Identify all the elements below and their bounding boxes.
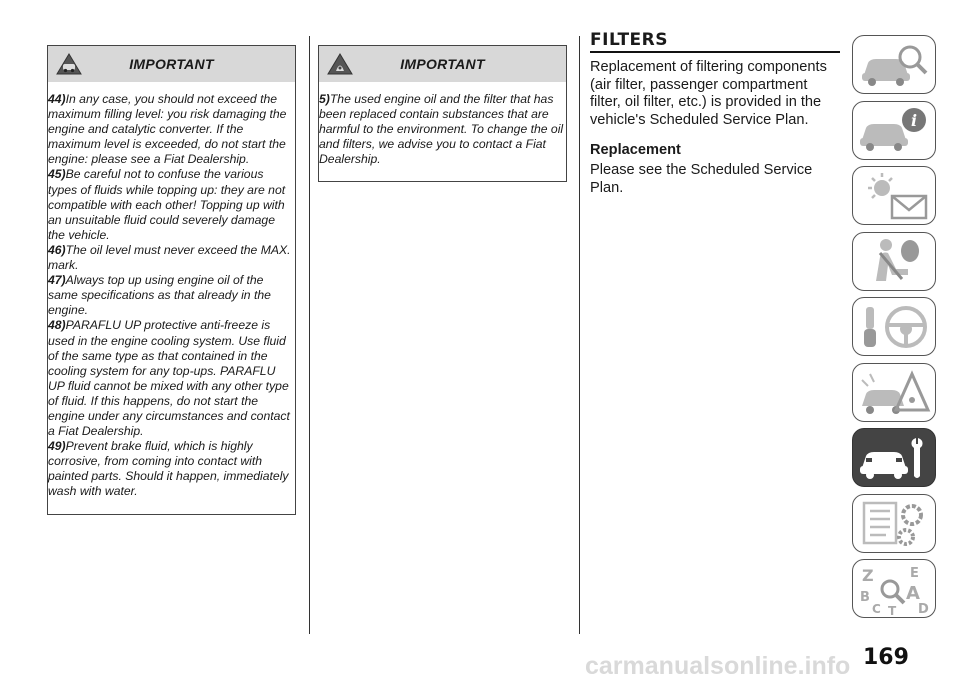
item-text: Be careful not to confuse the various types of fluids while topping up: they are not compatible with each other! Topping up with an unsuitable fluid could severely damage the vehicle.	[48, 167, 286, 242]
tab-safety[interactable]	[852, 232, 936, 291]
svg-text:D: D	[918, 601, 929, 615]
svg-text:E: E	[910, 565, 919, 581]
warning-triangle-icon	[56, 52, 82, 76]
filters-section	[590, 30, 840, 197]
car-search-icon	[856, 39, 932, 91]
item-text: Prevent brake fluid, which is highly corrosive, from coming into contact with painted parts. Should it happen, immediately wash with water.	[48, 439, 289, 499]
item-number: 47)	[48, 273, 66, 288]
tab-index[interactable]	[852, 559, 936, 618]
tab-servicing[interactable]	[852, 428, 936, 487]
important-item	[48, 439, 295, 499]
item-number: 45)	[48, 167, 66, 182]
breakdown-icon	[856, 366, 932, 418]
chapter-tabs	[852, 35, 936, 625]
item-number: 5)	[319, 92, 330, 106]
item-number: 49)	[48, 439, 66, 454]
item-number: 44)	[48, 92, 66, 106]
section-title: FILTERS	[590, 30, 840, 53]
tab-warning-lights[interactable]	[852, 166, 936, 225]
important-item	[48, 273, 295, 318]
svg-text:i: i	[910, 111, 918, 130]
replacement-text: Please see the Scheduled Service Plan.	[590, 162, 813, 196]
page-number: 169	[863, 645, 909, 670]
important-item	[48, 92, 295, 167]
svg-text:B: B	[860, 589, 870, 605]
tab-car-info[interactable]	[852, 101, 936, 160]
tab-emergency[interactable]	[852, 363, 936, 422]
important-title: IMPORTANT	[129, 56, 214, 72]
svg-text:Z: Z	[862, 565, 874, 585]
item-number: 48)	[48, 318, 66, 333]
column-divider-left	[309, 36, 310, 634]
item-text: The used engine oil and the filter that has been replaced contain substances that are harmful to the environment. To change the oil and filters, we advise you to contact a Fiat Dealership.	[319, 92, 564, 167]
important-item	[319, 92, 566, 167]
tab-starting-driving[interactable]	[852, 297, 936, 356]
airbag-seat-icon	[856, 235, 932, 287]
important-header	[48, 46, 295, 82]
svg-text:A: A	[906, 582, 920, 604]
important-box-left	[47, 45, 296, 515]
warning-lights-icon	[856, 170, 932, 222]
index-abc-icon	[856, 563, 932, 615]
footer-watermark: carmanualsonline.info	[585, 652, 851, 680]
important-item	[48, 318, 295, 439]
item-text: The oil level must never exceed the MAX. mark.	[48, 242, 291, 273]
item-text: Always top up using engine oil of the same specifications as that already in the engine.	[48, 273, 271, 318]
important-box-middle	[318, 45, 567, 182]
important-title: IMPORTANT	[400, 56, 485, 72]
key-steering-icon	[856, 301, 932, 353]
important-body	[48, 82, 295, 500]
tab-technical-data[interactable]	[852, 494, 936, 553]
car-service-icon	[856, 432, 932, 484]
svg-text:T: T	[888, 603, 897, 615]
important-header	[319, 46, 566, 82]
item-text: In any case, you should not exceed the maximum filling level: you risk damaging the engine and catalytic converter. If the maximum level is exceeded, do not start the engine: please see a Fiat Dealership.	[48, 92, 287, 167]
tab-car-search[interactable]	[852, 35, 936, 94]
svg-text:C: C	[872, 601, 881, 615]
important-item	[48, 167, 295, 242]
filters-intro: Replacement of filtering components (air filter, passenger compartment filter, oil filter, etc.) is provided in the vehicle's Scheduled Service Plan.	[590, 59, 827, 128]
specs-gear-icon	[856, 497, 932, 549]
item-number: 46)	[48, 242, 66, 257]
car-info-icon	[856, 104, 932, 156]
important-body	[319, 82, 566, 167]
important-item	[48, 243, 295, 273]
subsection-title: Replacement	[590, 142, 681, 158]
column-divider-right	[579, 36, 580, 634]
item-text: PARAFLU UP protective anti-freeze is used in the engine cooling system. Use fluid of the same type as that contained in the cooling system for any top-ups. PARAFLU UP fluid cannot be mixed with any other type of fluid. If this happens, do not start the engine under any circumstances and contact a Fiat Dealership.	[48, 318, 290, 439]
environment-warning-icon	[327, 52, 353, 76]
